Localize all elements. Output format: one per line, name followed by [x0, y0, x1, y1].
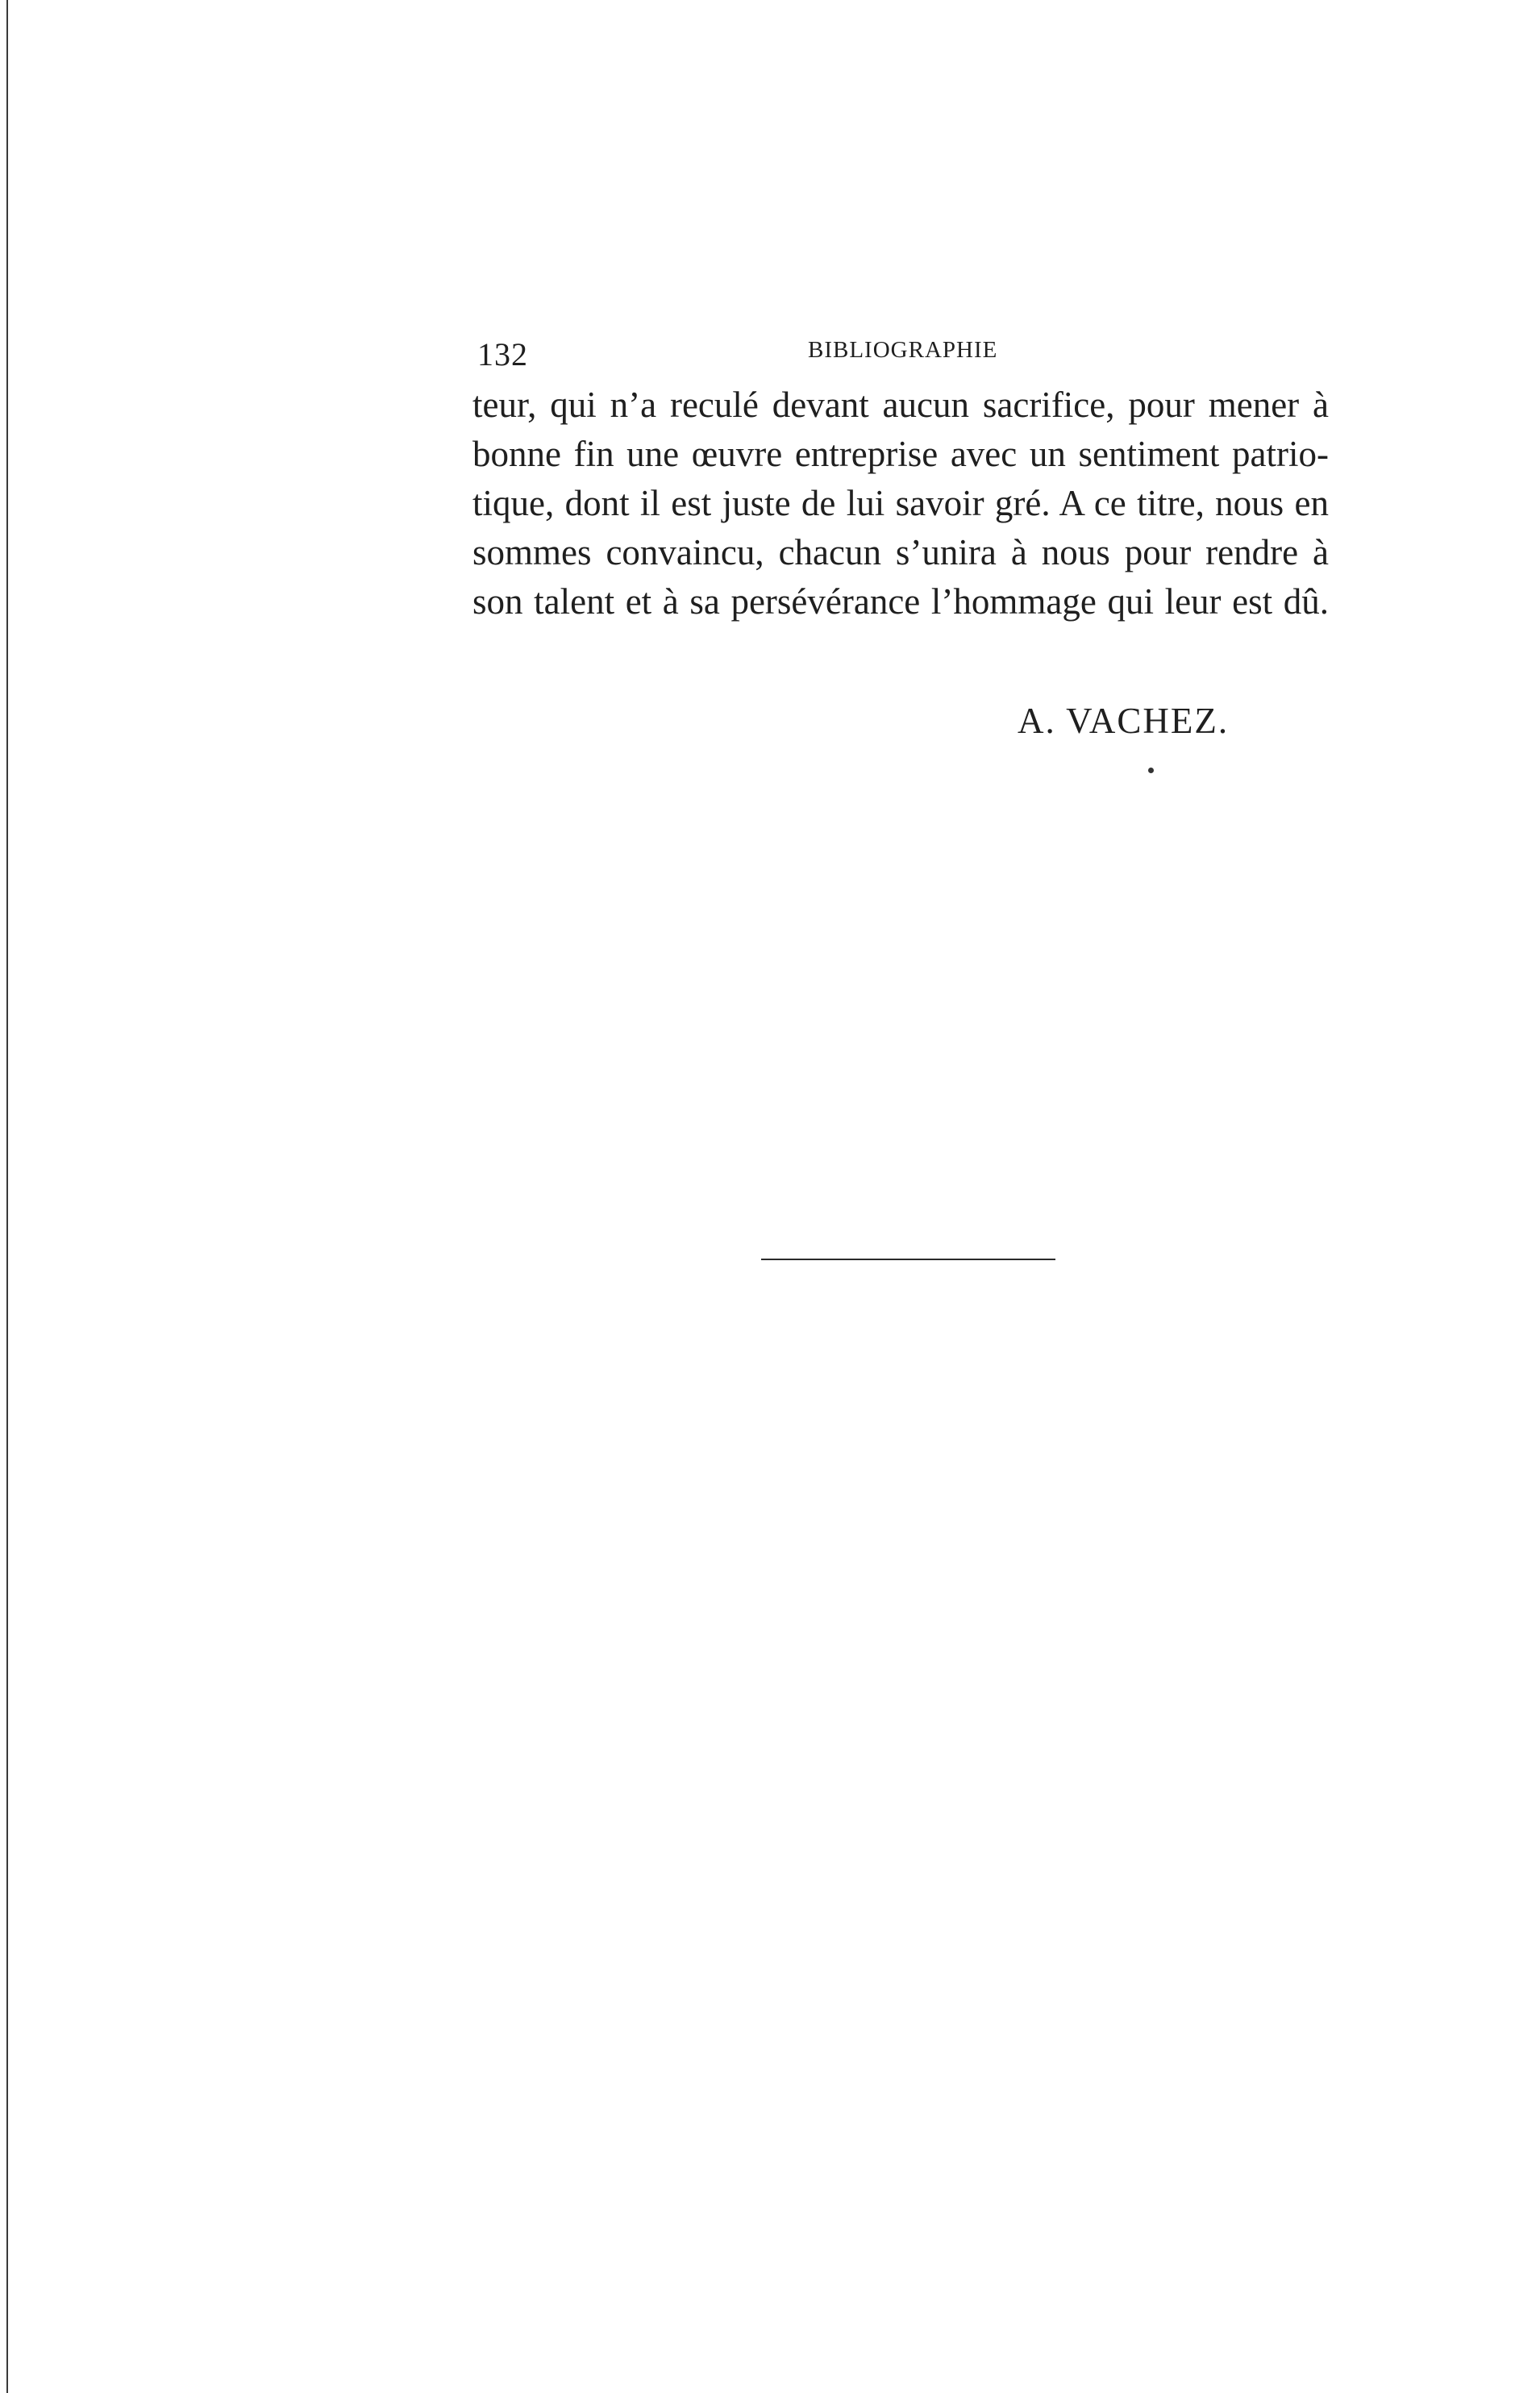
body-line: teur, qui n’a reculé devant aucun sacrifice, pour mener à: [472, 385, 1329, 425]
section-end-rule: [761, 1259, 1055, 1260]
running-title: BIBLIOGRAPHIE: [808, 337, 998, 363]
author-signature: A. VACHEZ.: [1018, 701, 1230, 741]
ink-speck: [1148, 768, 1154, 773]
body-line: tique, dont il est juste de lui savoir gré. A ce titre, nous en: [472, 483, 1329, 523]
page-number: 132: [477, 336, 528, 372]
page-header: [477, 329, 1324, 372]
body-line: sommes convaincu, chacun s’unira à nous pour rendre à: [472, 532, 1329, 572]
body-paragraph: [472, 381, 1329, 626]
page-edge-line: [6, 0, 8, 2393]
body-line: son talent et à sa persévérance l’hommage qui leur est dû.: [472, 581, 1329, 622]
body-line: bonne fin une œuvre entreprise avec un sentiment patrio-: [472, 434, 1329, 474]
